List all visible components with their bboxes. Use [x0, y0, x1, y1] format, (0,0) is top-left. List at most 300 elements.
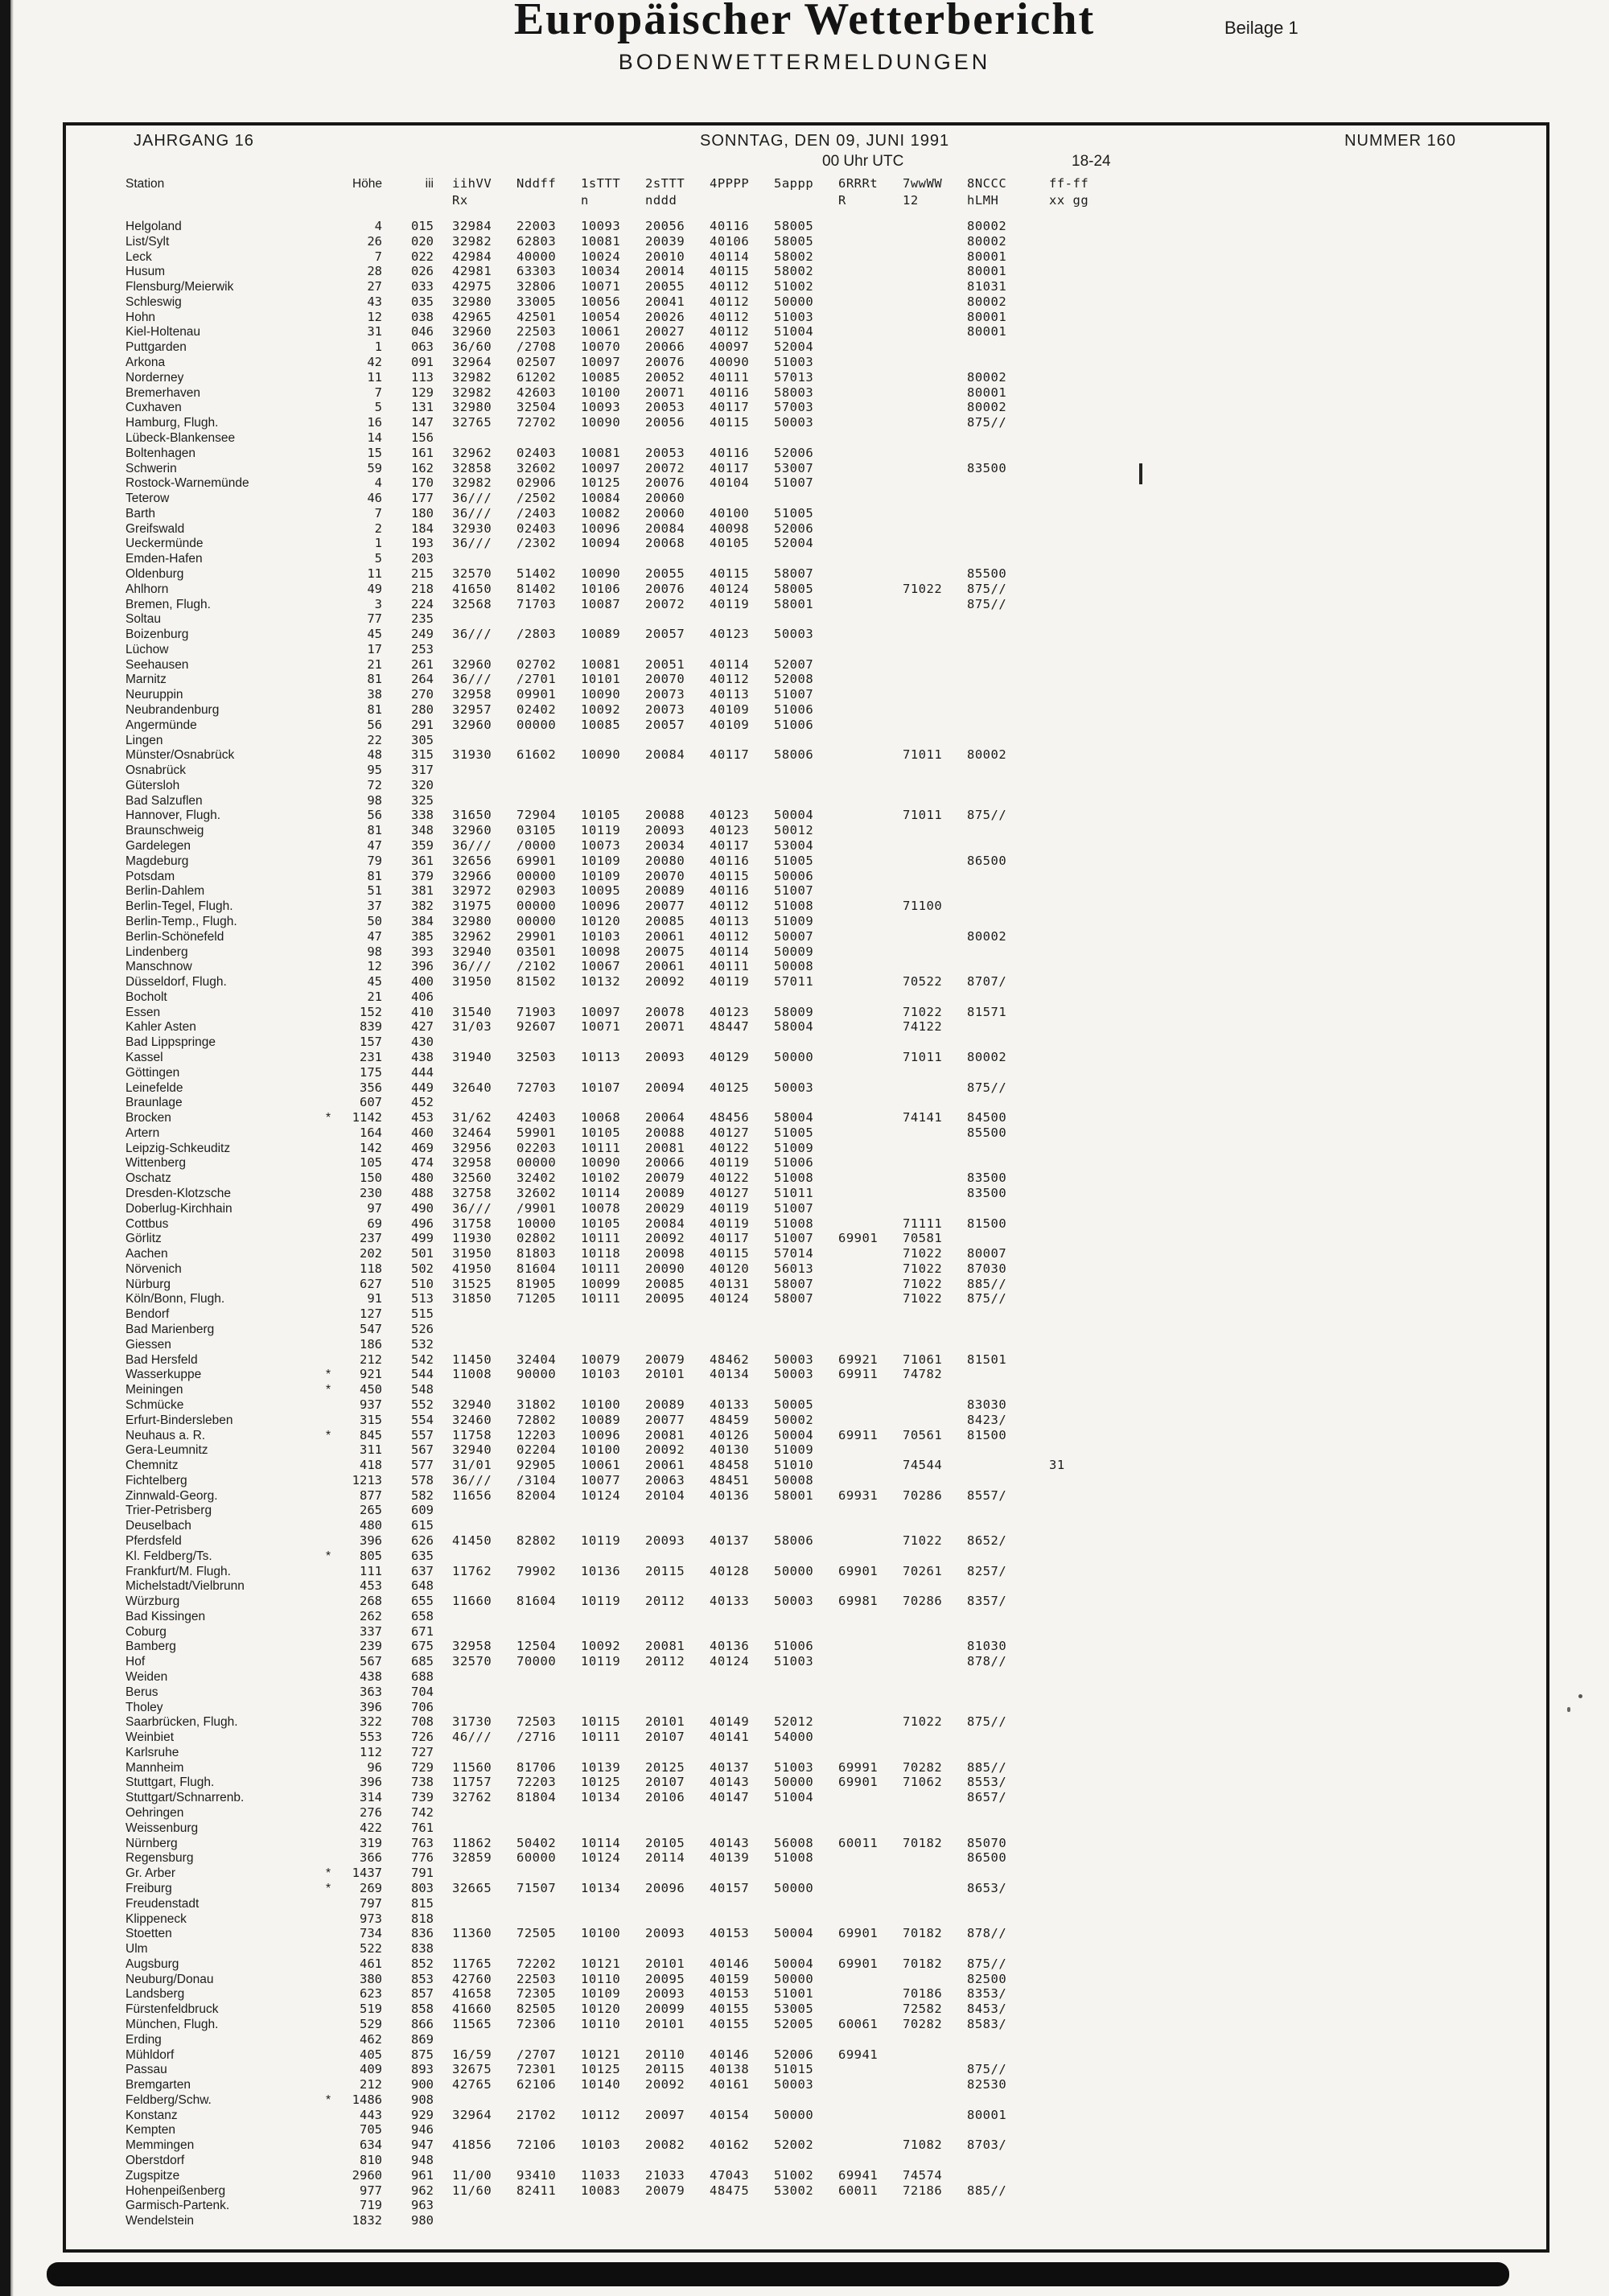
obs-group-5: 57014	[774, 1246, 814, 1261]
obs-group-5: 51008	[774, 1216, 814, 1231]
station-name: Münster/Osnabrück	[126, 748, 235, 763]
table-row	[66, 1775, 1546, 1790]
station-height: 268	[360, 1594, 382, 1609]
station-id: 963	[411, 2198, 434, 2213]
station-height: 276	[360, 1805, 382, 1821]
table-row	[66, 279, 1546, 294]
obs-group-1: 82802	[516, 1533, 557, 1548]
station-id: 532	[411, 1336, 434, 1352]
obs-group-3: 20072	[645, 596, 685, 611]
obs-group-0: 32665	[452, 1880, 492, 1895]
obs-group-2: 10061	[581, 1458, 621, 1473]
obs-group-3: 20078	[645, 1004, 685, 1019]
obs-group-2: 10092	[581, 1639, 621, 1654]
obs-group-2: 10109	[581, 1986, 621, 2002]
station-height: 96	[367, 1759, 382, 1775]
station-name: Coburg	[126, 1624, 167, 1639]
station-height: 337	[360, 1623, 382, 1639]
station-id: 946	[411, 2122, 434, 2138]
obs-group-0: 11/00	[452, 2167, 492, 2183]
station-height: 46	[367, 491, 382, 506]
obs-group-5: 50005	[774, 1397, 814, 1412]
station-name: Meiningen	[126, 1383, 183, 1397]
obs-group-6: 69921	[838, 1352, 879, 1367]
obs-group-0: 36///	[452, 959, 492, 974]
table-row	[66, 355, 1546, 370]
station-height: 311	[360, 1442, 382, 1458]
table-row	[66, 1337, 1546, 1352]
station-id: 852	[411, 1956, 434, 1971]
obs-group-6: 69911	[838, 1367, 879, 1382]
obs-group-4: 40112	[710, 309, 750, 324]
station-height: 59	[367, 460, 382, 475]
station-name: Barth	[126, 506, 156, 521]
obs-group-1: 32503	[516, 1049, 557, 1064]
station-height: 734	[360, 1926, 382, 1941]
station-id: 626	[411, 1533, 434, 1548]
obs-group-8: 8707/	[967, 974, 1007, 990]
obs-group-2: 10096	[581, 899, 621, 914]
obs-group-3: 20089	[645, 883, 685, 899]
table-row	[66, 1352, 1546, 1368]
station-height: 396	[360, 1533, 382, 1548]
obs-group-1: 22503	[516, 324, 557, 339]
station-name: Oehringen	[126, 1806, 184, 1821]
table-row	[66, 1291, 1546, 1306]
obs-group-0: 36///	[452, 536, 492, 551]
obs-group-4: 40124	[710, 1291, 750, 1306]
obs-group-6: 69901	[838, 1563, 879, 1578]
station-height: 81	[367, 868, 382, 883]
obs-group-0: 36///	[452, 491, 492, 506]
station-name: Leipzig-Schkeuditz	[126, 1141, 231, 1155]
station-name: Neuburg/Donau	[126, 1972, 214, 1986]
table-row	[66, 808, 1546, 823]
col-station: Station	[126, 177, 165, 191]
obs-group-3: 20073	[645, 702, 685, 717]
obs-group-1: 61602	[516, 747, 557, 763]
station-height: 49	[367, 581, 382, 596]
obs-group-4: 47043	[710, 2167, 750, 2183]
obs-group-2: 10061	[581, 324, 621, 339]
station-height: 164	[360, 1125, 382, 1140]
station-name: Braunschweig	[126, 824, 204, 838]
obs-group-1: 42403	[516, 1110, 557, 1125]
obs-group-2: 10071	[581, 1019, 621, 1035]
obs-group-5: 53007	[774, 460, 814, 475]
obs-group-4: 40116	[710, 445, 750, 460]
obs-group-2: 10105	[581, 1125, 621, 1140]
station-height: 921	[360, 1367, 382, 1382]
obs-group-3: 21033	[645, 2167, 685, 2183]
obs-group-7: 71111	[903, 1216, 943, 1231]
obs-group-3: 20110	[645, 2047, 685, 2062]
obs-group-8: 8703/	[967, 2138, 1007, 2153]
obs-group-1: 40000	[516, 249, 557, 264]
table-row	[66, 1413, 1546, 1428]
obs-group-0: 32765	[452, 415, 492, 430]
station-name: Düsseldorf, Flugh.	[126, 975, 227, 990]
station-id: 291	[411, 717, 434, 732]
obs-group-4: 40119	[710, 974, 750, 990]
obs-group-7: 71022	[903, 1246, 943, 1261]
obs-group-5: 51006	[774, 702, 814, 717]
station-name: Nörvenich	[126, 1261, 182, 1276]
station-id: 548	[411, 1382, 434, 1397]
obs-group-0: 31730	[452, 1714, 492, 1730]
table-row	[66, 1231, 1546, 1246]
obs-group-7: 70282	[903, 2016, 943, 2031]
station-id: 033	[411, 279, 434, 294]
col-8nccc: 8NCCC	[967, 176, 1007, 191]
obs-group-0: 42975	[452, 279, 492, 294]
obs-group-3: 20061	[645, 928, 685, 944]
obs-group-1: 02204	[516, 1442, 557, 1458]
obs-group-6: 69901	[838, 1231, 879, 1246]
obs-group-8: 80001	[967, 385, 1007, 400]
station-name: Bremen, Flugh.	[126, 597, 211, 611]
station-marker: *	[325, 1866, 331, 1881]
obs-group-5: 51007	[774, 1231, 814, 1246]
table-row	[66, 838, 1546, 854]
table-row	[66, 2122, 1546, 2138]
station-height: 453	[360, 1578, 382, 1594]
table-row	[66, 1609, 1546, 1624]
station-id: 671	[411, 1623, 434, 1639]
table-row	[66, 1035, 1546, 1050]
obs-group-4: 40127	[710, 1125, 750, 1140]
obs-group-5: 51005	[774, 505, 814, 521]
obs-group-0: 31950	[452, 974, 492, 990]
obs-group-0: 11758	[452, 1427, 492, 1442]
station-height: 31	[367, 324, 382, 339]
obs-group-7: 71011	[903, 808, 943, 823]
obs-group-5: 58007	[774, 566, 814, 581]
station-id: 704	[411, 1684, 434, 1699]
obs-group-1: 02906	[516, 475, 557, 491]
obs-group-8: 885//	[967, 2183, 1007, 2198]
obs-group-5: 51001	[774, 1986, 814, 2002]
obs-group-2: 10109	[581, 868, 621, 883]
obs-group-1: 71507	[516, 1880, 557, 1895]
obs-group-0: 31975	[452, 899, 492, 914]
obs-group-3: 20073	[645, 687, 685, 702]
obs-group-1: 51402	[516, 566, 557, 581]
obs-group-3: 20107	[645, 1775, 685, 1790]
station-height: 230	[360, 1186, 382, 1200]
obs-group-8: 80007	[967, 1246, 1007, 1261]
obs-group-6: 60011	[838, 2183, 879, 2198]
station-height: 14	[367, 430, 382, 445]
col-sub-r: R	[838, 193, 846, 208]
station-height: 607	[360, 1095, 382, 1110]
station-height: 27	[367, 279, 382, 294]
station-name: Berlin-Temp., Flugh.	[126, 914, 237, 928]
page-title: Europäischer Wetterbericht	[513, 0, 1096, 44]
station-name: Braunlage	[126, 1096, 183, 1110]
station-height: 22	[367, 732, 382, 747]
table-row	[66, 1986, 1546, 2002]
table-row	[66, 1836, 1546, 1851]
station-id: 035	[411, 294, 434, 309]
table-row	[66, 491, 1546, 506]
obs-group-3: 20101	[645, 1367, 685, 1382]
obs-group-3: 20079	[645, 1352, 685, 1367]
obs-group-2: 10024	[581, 249, 621, 264]
obs-group-4: 40155	[710, 2002, 750, 2017]
obs-group-3: 20041	[645, 294, 685, 309]
obs-group-8: 8257/	[967, 1563, 1007, 1578]
station-id: 726	[411, 1730, 434, 1745]
station-name: Trier-Petrisberg	[126, 1504, 212, 1518]
station-name: Regensburg	[126, 1851, 194, 1866]
station-name: Kiel-Holtenau	[126, 325, 201, 339]
obs-group-4: 40153	[710, 1986, 750, 2002]
station-height: 202	[360, 1246, 382, 1261]
obs-group-7: 71062	[903, 1775, 943, 1790]
obs-group-0: 36/60	[452, 339, 492, 355]
obs-group-3: 20039	[645, 233, 685, 249]
station-height: 11	[367, 369, 382, 385]
obs-group-0: 11360	[452, 1926, 492, 1941]
obs-group-7: 74122	[903, 1019, 943, 1035]
obs-group-0: 32762	[452, 1790, 492, 1805]
table-row	[66, 2198, 1546, 2213]
obs-group-4: 40115	[710, 415, 750, 430]
obs-group-2: 10085	[581, 717, 621, 732]
table-row	[66, 1095, 1546, 1110]
obs-group-0: 36///	[452, 627, 492, 642]
obs-group-2: 10125	[581, 2062, 621, 2077]
station-id: 193	[411, 536, 434, 551]
table-row	[66, 339, 1546, 355]
station-id: 444	[411, 1064, 434, 1080]
obs-group-4: 40125	[710, 1080, 750, 1095]
table-row	[66, 899, 1546, 914]
station-id: 499	[411, 1231, 434, 1246]
obs-group-4: 40146	[710, 1956, 750, 1971]
obs-group-5: 50000	[774, 1775, 814, 1790]
station-name: Bocholt	[126, 990, 167, 1004]
obs-group-2: 10070	[581, 339, 621, 355]
obs-group-5: 52004	[774, 339, 814, 355]
obs-group-1: 93410	[516, 2167, 557, 2183]
station-name: Neubrandenburg	[126, 703, 220, 717]
station-id: 430	[411, 1035, 434, 1050]
obs-group-3: 20075	[645, 944, 685, 959]
table-row	[66, 1246, 1546, 1261]
obs-group-4: 40134	[710, 1367, 750, 1382]
obs-group-4: 40120	[710, 1261, 750, 1276]
obs-group-8: 875//	[967, 581, 1007, 596]
station-marker: *	[325, 1881, 331, 1895]
station-name: Bamberg	[126, 1640, 176, 1654]
table-row	[66, 1367, 1546, 1382]
obs-group-2: 10119	[581, 1654, 621, 1669]
obs-group-8: 8353/	[967, 1986, 1007, 2002]
station-height: 69	[367, 1216, 382, 1231]
table-row	[66, 1760, 1546, 1775]
obs-group-2: 10140	[581, 2077, 621, 2092]
obs-group-4: 40114	[710, 944, 750, 959]
table-row	[66, 1685, 1546, 1700]
obs-group-1: /3104	[516, 1472, 557, 1487]
obs-group-8: 81031	[967, 279, 1007, 294]
col-sub-rx: Rx	[452, 193, 468, 208]
obs-group-2: 10092	[581, 702, 621, 717]
table-row	[66, 854, 1546, 869]
obs-group-4: 40137	[710, 1759, 750, 1775]
obs-group-1: 32402	[516, 1171, 557, 1186]
station-id: 480	[411, 1171, 434, 1186]
obs-group-5: 51002	[774, 279, 814, 294]
station-height: 21	[367, 989, 382, 1004]
station-height: 805	[360, 1548, 382, 1563]
station-height: 1832	[352, 2213, 382, 2228]
table-row	[66, 2062, 1546, 2077]
obs-group-3: 20107	[645, 1730, 685, 1745]
obs-group-0: 31930	[452, 747, 492, 763]
station-id: 361	[411, 853, 434, 868]
obs-group-0: 31758	[452, 1216, 492, 1231]
station-height: 409	[360, 2062, 382, 2077]
station-id: 869	[411, 2031, 434, 2047]
station-id: 962	[411, 2183, 434, 2198]
obs-group-5: 51008	[774, 1171, 814, 1186]
station-id: 776	[411, 1850, 434, 1866]
obs-group-8: 83500	[967, 1171, 1007, 1186]
obs-group-5: 57003	[774, 400, 814, 415]
obs-group-8: 86500	[967, 853, 1007, 868]
station-name: Gera-Leumnitz	[126, 1443, 208, 1458]
station-id: 544	[411, 1367, 434, 1382]
obs-group-4: 40119	[710, 1155, 750, 1171]
station-height: 26	[367, 233, 382, 249]
scan-artifact-speck	[1578, 1694, 1582, 1698]
obs-group-3: 20094	[645, 1080, 685, 1095]
table-row	[66, 1926, 1546, 1941]
table-row	[66, 1654, 1546, 1669]
station-height: 627	[360, 1276, 382, 1291]
station-name: Boizenburg	[126, 627, 189, 642]
obs-group-5: 51009	[774, 1140, 814, 1155]
obs-group-0: 32962	[452, 928, 492, 944]
station-name: München, Flugh.	[126, 2017, 219, 2031]
table-row	[66, 1972, 1546, 1987]
column-header-row-1	[66, 175, 1113, 191]
obs-group-5: 56013	[774, 1261, 814, 1276]
obs-group-5: 51005	[774, 1125, 814, 1140]
station-name: Neuruppin	[126, 688, 183, 702]
obs-group-2: 10119	[581, 1533, 621, 1548]
station-name: Bremgarten	[126, 2078, 191, 2092]
obs-group-3: 20085	[645, 1276, 685, 1291]
obs-group-1: /2708	[516, 339, 557, 355]
obs-group-3: 20095	[645, 1291, 685, 1306]
obs-group-4: 40117	[710, 400, 750, 415]
obs-group-5: 52006	[774, 521, 814, 536]
obs-group-1: 00000	[516, 913, 557, 928]
obs-group-4: 40146	[710, 2047, 750, 2062]
table-row	[66, 702, 1546, 718]
obs-group-3: 20098	[645, 1246, 685, 1261]
station-height: 72	[367, 777, 382, 792]
obs-group-1: 33005	[516, 294, 557, 309]
obs-group-8: 83500	[967, 1186, 1007, 1200]
obs-group-5: 50004	[774, 808, 814, 823]
obs-group-6: 69981	[838, 1594, 879, 1609]
jahrgang-label: JAHRGANG 16	[134, 132, 254, 150]
obs-group-4: 40126	[710, 1427, 750, 1442]
station-name: Aachen	[126, 1247, 168, 1261]
station-id: 557	[411, 1427, 434, 1442]
obs-group-7: 74782	[903, 1367, 943, 1382]
station-name: Mannheim	[126, 1760, 184, 1775]
station-height: 105	[360, 1155, 382, 1171]
station-id: 818	[411, 1911, 434, 1926]
station-height: 315	[360, 1412, 382, 1427]
obs-group-6: 69941	[838, 2167, 879, 2183]
station-height: 5	[374, 400, 382, 415]
obs-group-8: 80001	[967, 264, 1007, 279]
col-5appp: 5appp	[774, 176, 814, 191]
obs-group-5: 56008	[774, 1835, 814, 1850]
obs-group-5: 50003	[774, 1352, 814, 1367]
station-height: 623	[360, 1986, 382, 2002]
obs-group-8: 8583/	[967, 2016, 1007, 2031]
obs-group-3: 20079	[645, 1171, 685, 1186]
table-row	[66, 551, 1546, 566]
obs-group-5: 51007	[774, 883, 814, 899]
station-height: 231	[360, 1049, 382, 1064]
obs-group-2: 10100	[581, 1442, 621, 1458]
station-height: 157	[360, 1035, 382, 1050]
obs-group-3: 20093	[645, 1533, 685, 1548]
station-height: 7	[374, 385, 382, 400]
obs-group-5: 52002	[774, 2138, 814, 2153]
obs-group-2: 10078	[581, 1200, 621, 1216]
obs-group-2: 10083	[581, 2183, 621, 2198]
obs-group-5: 50002	[774, 1412, 814, 1427]
station-name: Deuselbach	[126, 1519, 191, 1533]
station-id: 858	[411, 2002, 434, 2017]
obs-group-4: 48451	[710, 1472, 750, 1487]
station-height: 12	[367, 309, 382, 324]
obs-group-4: 40122	[710, 1171, 750, 1186]
station-id: 348	[411, 823, 434, 838]
station-name: Bendorf	[126, 1307, 170, 1322]
station-marker: *	[325, 1549, 331, 1563]
obs-group-8: 8557/	[967, 1487, 1007, 1503]
station-name: Fürstenfeldbruck	[126, 2002, 219, 2017]
station-height: 1486	[352, 2092, 382, 2107]
station-name: Dresden-Klotzsche	[126, 1187, 231, 1200]
obs-group-8: 81500	[967, 1427, 1007, 1442]
table-row	[66, 1306, 1546, 1322]
table-row	[66, 1397, 1546, 1413]
obs-group-8: 875//	[967, 596, 1007, 611]
obs-group-2: 10124	[581, 1850, 621, 1866]
obs-group-8: 8652/	[967, 1533, 1007, 1548]
obs-group-2: 10111	[581, 1140, 621, 1155]
obs-group-5: 51003	[774, 1759, 814, 1775]
station-height: 15	[367, 445, 382, 460]
station-id: 658	[411, 1608, 434, 1623]
station-height: 480	[360, 1518, 382, 1533]
obs-group-3: 20106	[645, 1790, 685, 1805]
table-row	[66, 1866, 1546, 1881]
obs-group-5: 51006	[774, 717, 814, 732]
